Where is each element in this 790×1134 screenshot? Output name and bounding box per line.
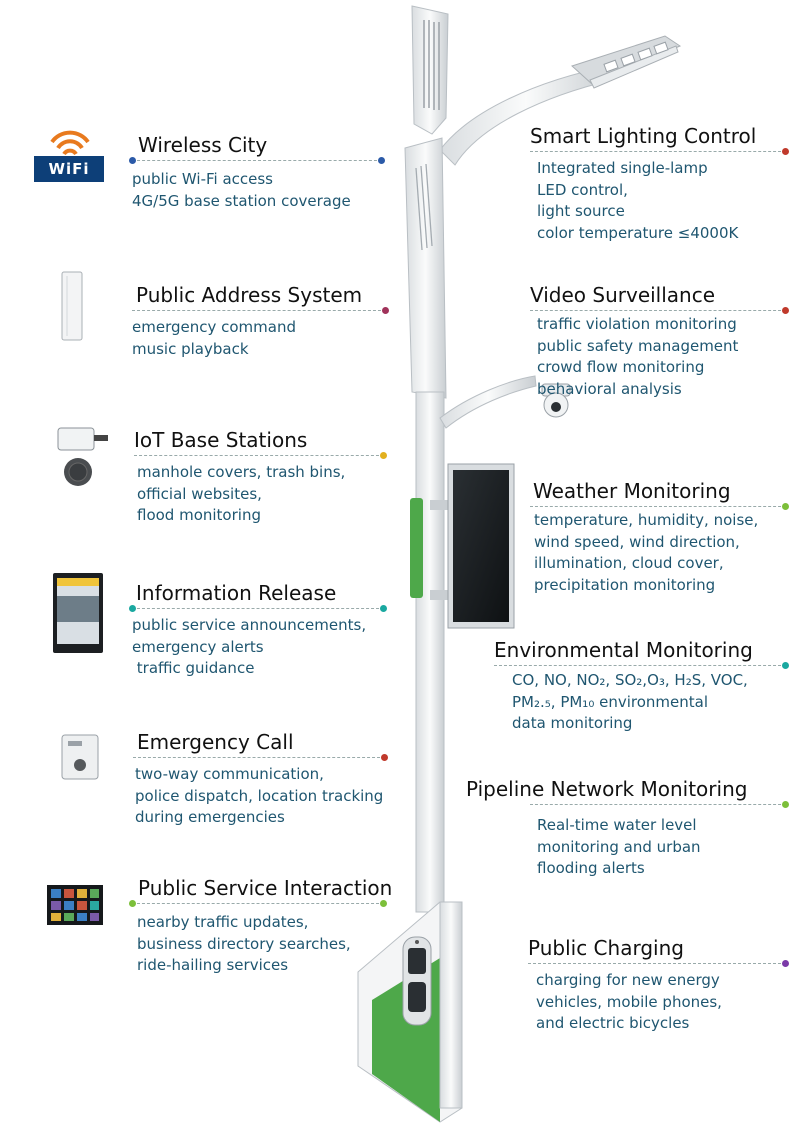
right-dot [381,754,388,761]
desc-line: CO, NO, NO₂, SO₂,O₃, H₂S, VOC, [512,671,748,689]
left-dot [129,900,136,907]
desc-line: public safety management [537,336,739,355]
antenna-module [412,6,448,134]
right-dot [782,148,789,155]
feature-emergency-call [133,730,385,829]
right-dot [782,960,789,967]
desc-line: during emergencies [135,808,285,826]
feature-description [466,815,786,880]
feature-environmental [494,638,786,735]
feature-title: IoT Base Stations [134,428,308,452]
info-display-icon [52,572,104,654]
feature-description [132,317,386,360]
desc-line: music playback [132,339,249,358]
emergency-call-icon [60,733,100,781]
desc-line: public service announcements, [132,616,367,634]
feature-divider [134,455,384,456]
desc-line: charging for new energy [536,971,720,989]
feature-divider [132,160,382,161]
feature-description [132,912,384,977]
desc-line: behavioral analysis [537,379,682,398]
pole-shaft [416,392,444,912]
feature-title: Public Service Interaction [138,876,393,900]
right-dot [782,662,789,669]
desc-line: traffic guidance [132,659,255,677]
feature-divider [530,506,786,507]
left-dot [129,157,136,164]
camera-arm [440,376,536,428]
right-dot [380,605,387,612]
desc-line: data monitoring [512,714,633,732]
desc-line: flood monitoring [137,506,261,524]
feature-title: Weather Monitoring [533,479,731,503]
feature-description [528,970,786,1035]
feature-divider [530,310,786,311]
upper-housing [405,138,446,398]
desc-line: police dispatch, location tracking [135,786,384,805]
desc-line: nearby traffic updates, [137,913,309,931]
feature-title: Information Release [136,581,337,605]
feature-description [530,510,786,596]
left-dot [129,605,136,612]
feature-info-release [132,581,384,680]
feature-video-surveillance [530,283,786,400]
feature-divider [494,665,786,666]
desc-line: traffic violation monitoring [537,315,737,333]
desc-line: LED control, [537,180,628,199]
desc-line: 4G/5G base station coverage [132,191,351,210]
feature-description [132,169,382,212]
right-dot [380,452,387,459]
desc-line: and electric bicycles [536,1014,690,1032]
desc-line: PM₂.₅, PM₁₀ environmental [512,692,708,711]
feature-title: Smart Lighting Control [530,124,757,148]
desc-line: emergency alerts [132,637,264,656]
desc-line: crowd flow monitoring [537,358,705,376]
feature-title: Pipeline Network Monitoring [466,777,748,801]
right-dot [782,307,789,314]
desc-line: Integrated single-lamp [537,159,708,177]
desc-line: official websites, [137,484,262,503]
desc-line: manhole covers, trash bins, [137,463,346,481]
desc-line: Real-time water level [537,816,697,834]
feature-description [134,462,384,527]
desc-line: vehicles, mobile phones, [536,992,722,1011]
feature-title: Emergency Call [137,730,294,754]
right-dot [380,900,387,907]
feature-wireless-city [132,133,382,212]
desc-line: business directory searches, [137,934,351,953]
feature-divider [132,608,384,609]
feature-description [530,314,786,400]
desc-line: emergency command [132,318,296,336]
feature-public-address [132,283,386,360]
desc-line: public Wi-Fi access [132,170,273,188]
speaker-column-icon [60,270,84,342]
right-dot [378,157,385,164]
desc-line: temperature, humidity, noise, [534,511,759,529]
interactive-screen-icon [46,884,104,926]
feature-description [530,158,786,244]
desc-line: flooding alerts [537,859,645,877]
feature-divider [132,310,386,311]
feature-title: Video Surveillance [530,283,716,307]
desc-line: ride-hailing services [137,956,289,974]
feature-description [133,764,385,829]
desc-line: color temperature ≤4000K [537,223,739,242]
feature-divider [133,757,385,758]
feature-weather [530,479,786,596]
desc-line: wind speed, wind direction, [534,532,740,551]
feature-pipeline [466,777,786,880]
feature-divider [132,903,384,904]
feature-description [494,670,786,735]
green-strip [410,498,423,598]
feature-iot-base [134,428,384,527]
feature-divider [528,963,786,964]
feature-smart-lighting [530,124,786,244]
iot-sensor-icon [52,426,112,488]
desc-line: illumination, cloud cover, [534,554,724,572]
desc-line: light source [537,202,625,220]
right-dot [782,801,789,808]
right-dot [782,503,789,510]
desc-line: precipitation monitoring [534,575,716,594]
led-lamp-head [572,36,680,88]
right-dot [382,307,389,314]
feature-description [132,615,384,680]
feature-divider [530,151,786,152]
wifi-badge: WiFi [34,156,104,182]
desc-line: monitoring and urban [537,837,701,856]
desc-line: two-way communication, [135,765,324,783]
feature-public-charging [528,936,786,1035]
feature-public-service [132,876,393,977]
feature-title: Public Address System [136,283,363,307]
feature-title: Wireless City [138,133,268,157]
feature-title: Environmental Monitoring [494,638,753,662]
feature-divider [530,804,786,805]
feature-title: Public Charging [528,936,684,960]
